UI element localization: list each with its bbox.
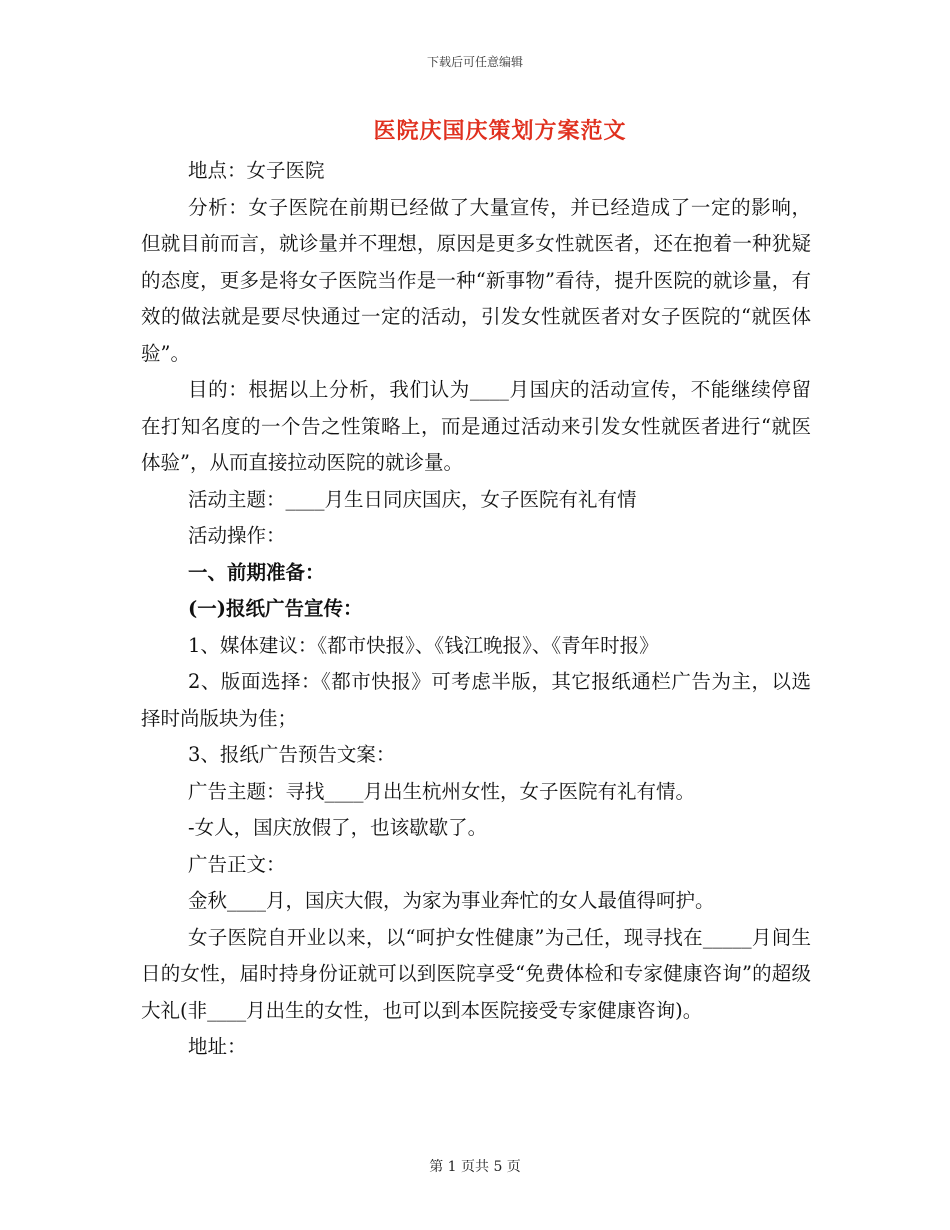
document-title: 医院庆国庆策划方案范文 [373,118,627,144]
paragraph-location: 地点：女子医院 [188,159,325,182]
paragraph-layout: 2、版面选择：《都市快报》可考虑半版，其它报纸通栏广告为主，以选择时尚版块为佳； [141,670,811,730]
page-number: 第 1 页共 5 页 [429,1159,521,1175]
heading-newspaper-ads: (一)报纸广告宣传： [188,597,363,620]
paragraph-address: 地址： [188,1035,247,1058]
paragraph-autumn: 金秋____月，国庆大假，为家为事业奔忙的女人最值得呵护。 [188,889,715,912]
paragraph-operation: 活动操作： [188,524,286,547]
heading-preparation: 一、前期准备： [188,560,325,584]
paragraph-ad-theme: 广告主题：寻找____月出生杭州女性，女子医院有礼有情。 [188,779,696,803]
paragraph-ad-body-label: 广告正文： [188,852,286,876]
paragraph-analysis: 分析：女子医院在前期已经做了大量宣传，并已经造成了一定的影响，但就目前而言，就诊量并不理想，原因是更多女性就医者，还在抱着一种犹疑的态度，更多是将女子医院当作是一种“新事物”看待，提升医院的就诊量，有效的做法就是要尽快通过一定的活动，引发女性就医者对女子医院的“就医体验”。 [141,195,811,365]
paragraph-offer: 女子医院自开业以来，以“呵护女性健康”为己任，现寻找在_____月间生日的女性，届时持身份证就可以到医院享受“免费体检和专家健康咨询”的超级大礼(非____月出生的女性，也可以到本医院接受专家健康咨询)。 [141,925,811,1022]
document-body [141,153,811,1066]
paragraph-ad-copy: 3、报纸广告预告文案： [188,743,396,766]
paragraph-media: 1、媒体建议：《都市快报》、《钱江晚报》、《青年时报》 [188,633,659,657]
paragraph-theme: 活动主题：____月生日同庆国庆，女子医院有礼有情 [188,487,637,511]
header-note: 下载后可任意编辑 [426,55,523,69]
paragraph-tagline: -女人，国庆放假了，也该歇歇了。 [188,816,488,839]
paragraph-purpose: 目的：根据以上分析，我们认为____月国庆的活动宣传，不能继续停留在打知名度的一个告之性策略上，而是通过活动来引发女性就医者进行“就医体验”，从而直接拉动医院的就诊量。 [141,378,811,474]
